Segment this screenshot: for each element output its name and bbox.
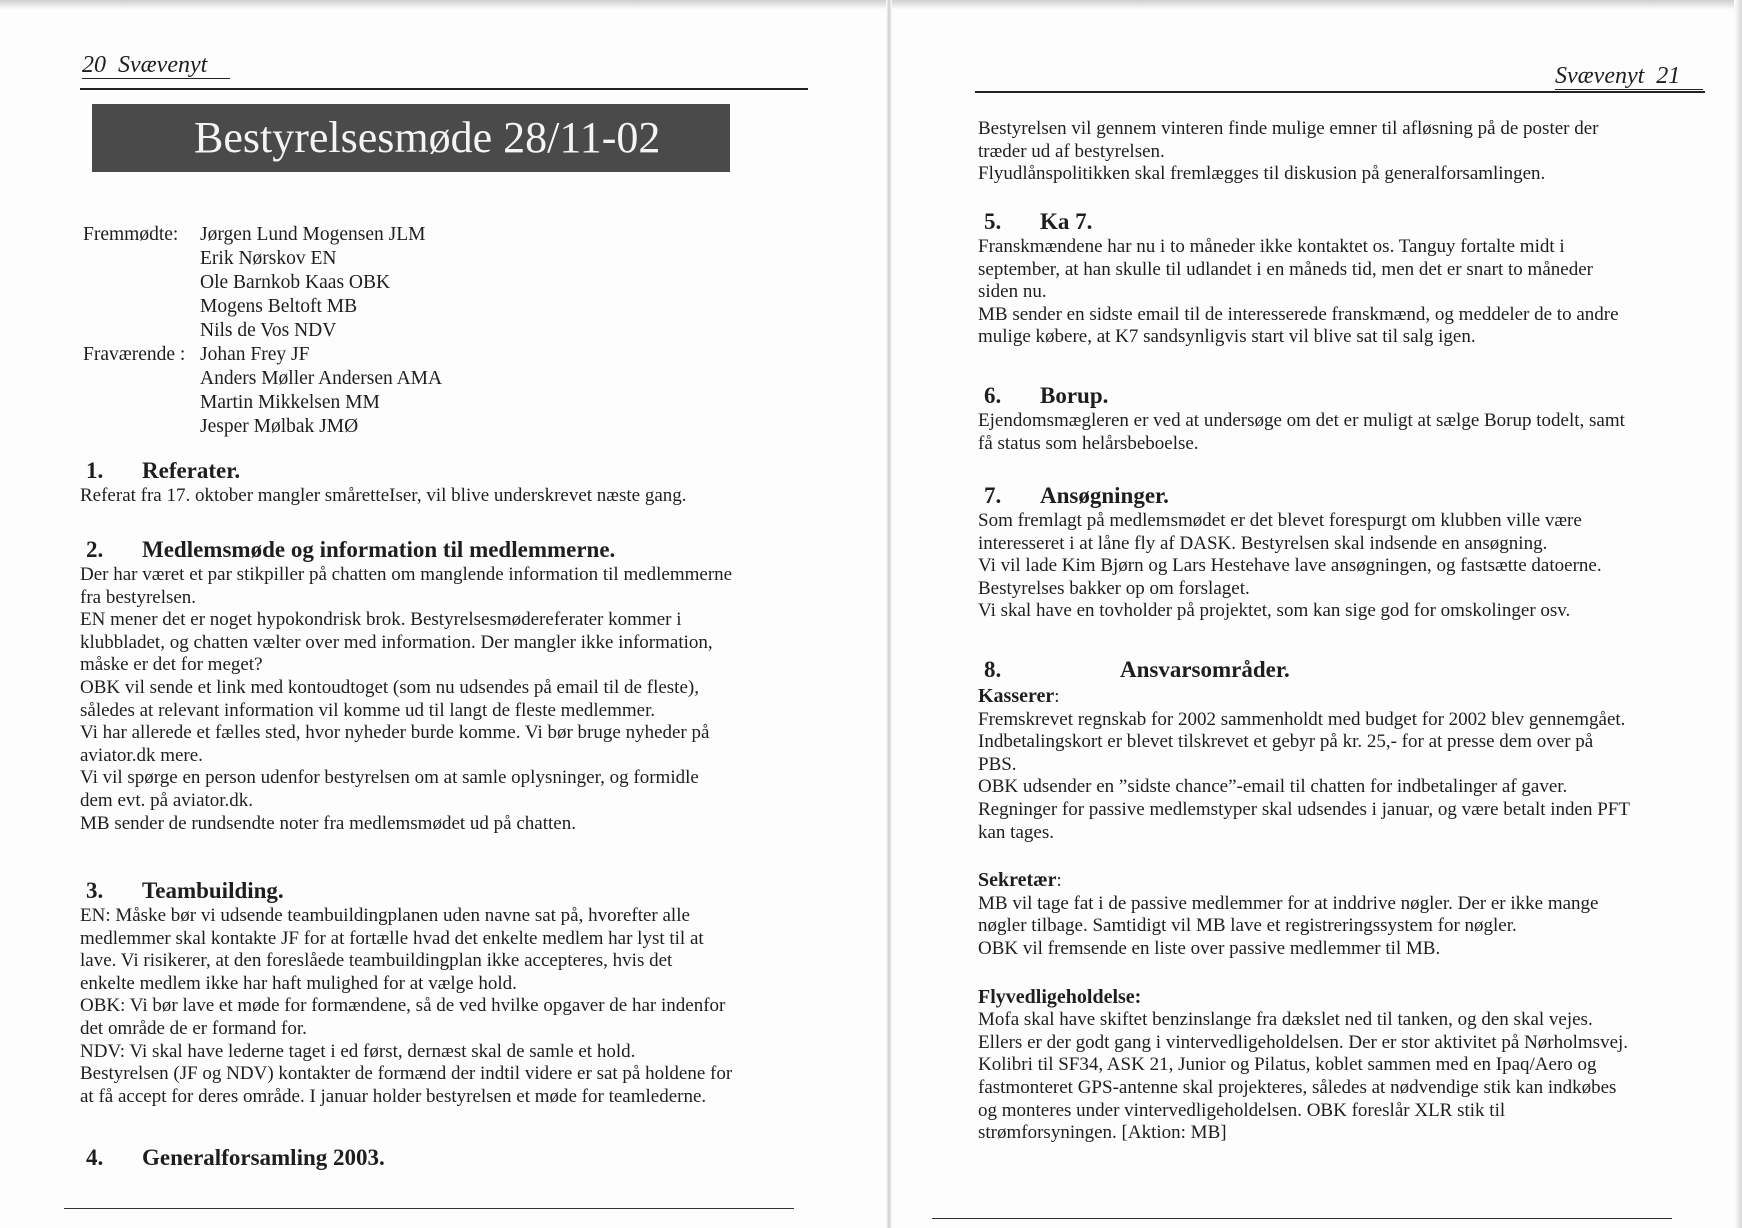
body-line: Vi vil lade Kim Bjørn og Lars Hestehave lave ansøgningen, og fastsætte datoerne. bbox=[978, 555, 1602, 577]
body-line: Franskmændene har nu i to måneder ikke kontaktet os. Tanguy fortalte midt i bbox=[978, 236, 1565, 257]
body-line: Vi vil spørge en person udenfor bestyrelsen om at samle oplysninger, og formidle bbox=[80, 767, 699, 789]
body-line: OBK vil sende et link med kontoudtoget (som nu udsendes på email til de fleste), bbox=[80, 676, 699, 698]
section-title: Teambuilding. bbox=[142, 878, 284, 903]
body-line: Vi har allerede et fælles sted, hvor nyheder burde komme. Vi bør bruge nyheder på bbox=[80, 722, 710, 744]
right-running-head-underline bbox=[1555, 89, 1703, 90]
body-line: Referat fra 17. oktober mangler småretteIser, vil blive underskrevet næste gang. bbox=[80, 485, 687, 506]
absent-row bbox=[83, 367, 442, 391]
body-line: MB vil tage fat i de passive medlemmer for at inddrive nøgler. Der er ikke mange bbox=[978, 892, 1599, 914]
section-teambuilding bbox=[80, 877, 800, 1108]
body-line: Kolibri til SF34, ASK 21, Junior og Pilatus, koblet sammen med en Ipaq/Aero og bbox=[978, 1054, 1597, 1076]
section-number: 1. bbox=[86, 458, 104, 483]
body-line: aviator.dk mere. bbox=[80, 744, 203, 766]
section-heading bbox=[978, 656, 1690, 684]
absent-row bbox=[83, 415, 442, 439]
body-line: Flyudlånspolitikken skal fremlægges til diskusion på generalforsamlingen. bbox=[978, 163, 1546, 185]
subsection-title: Sekretær bbox=[978, 869, 1057, 892]
section-title: Referater. bbox=[142, 458, 241, 483]
section-heading bbox=[978, 208, 1690, 236]
body-line: lave. Vi risikerer, at den foreslåede teambuildingplan ikke accepteres, hvis det bbox=[80, 950, 673, 972]
body-line: PBS. bbox=[978, 753, 1017, 775]
body-line: få status som helårsbeboelse. bbox=[978, 432, 1199, 454]
body-line: Bestyrelses bakker op om forslaget. bbox=[978, 577, 1250, 599]
attendance-list bbox=[83, 223, 442, 439]
scan-top-edge bbox=[0, 0, 1742, 10]
body-line: Bestyrelsen (JF og NDV) kontakter de formænd der indtil videre er sat på holdene for bbox=[80, 1063, 733, 1085]
meeting-title: Bestyrelsesmøde 28/11-02 bbox=[194, 113, 661, 162]
body-line: interesseret i at låne fly af DASK. Bestyrelsen skal indsende en ansøgning. bbox=[978, 532, 1548, 554]
body-line: siden nu. bbox=[978, 281, 1047, 303]
absent-name: Johan Frey JF bbox=[200, 344, 310, 365]
present-label: Fremmødte: bbox=[83, 224, 179, 245]
left-header-rule bbox=[80, 88, 808, 90]
section-title: Medlemsmøde og information til medlemmerne. bbox=[142, 537, 616, 562]
section-title: Ka 7. bbox=[1040, 209, 1093, 234]
body-line: OBK vil fremsende en liste over passive medlemmer til MB. bbox=[978, 937, 1441, 959]
body-line: Vi skal have en tovholder på projektet, som kan sige god for omskolinger osv. bbox=[978, 600, 1571, 622]
section-ansvarsomraader bbox=[978, 656, 1690, 1145]
body-line: OBK udsender en ”sidste chance”-email til chatten for indbetalinger af gaver. bbox=[978, 776, 1568, 798]
section-heading bbox=[80, 877, 800, 905]
section-borup bbox=[978, 382, 1690, 455]
subsection-sekretaer bbox=[978, 868, 1690, 960]
section-number: 5. bbox=[984, 209, 1002, 234]
section-ka7 bbox=[978, 208, 1690, 349]
body-line: træder ud af bestyrelsen. bbox=[978, 140, 1165, 162]
section-title: Ansvarsområder. bbox=[1120, 657, 1290, 682]
subsection-kasserer bbox=[978, 684, 1690, 844]
present-row bbox=[83, 319, 442, 343]
body-line: Indbetalingskort er blevet tilskrevet et gebyr på kr. 25,- for at presse dem over på bbox=[978, 731, 1594, 753]
absent-name: Anders Møller Andersen AMA bbox=[200, 368, 443, 389]
body-line: mulige købere, at K7 sandsynligvis start vil blive sat til salg igen. bbox=[978, 326, 1476, 348]
body-line: medlemmer skal kontakte JF for at fortælle hvad det enkelte medlem har lyst til at bbox=[80, 927, 704, 949]
absent-name: Jesper Mølbak JMØ bbox=[200, 416, 359, 437]
present-name: Ole Barnkob Kaas OBK bbox=[200, 272, 391, 293]
section-heading bbox=[978, 382, 1690, 410]
section-generalforsamling bbox=[80, 1144, 800, 1172]
present-name: Nils de Vos NDV bbox=[200, 320, 337, 341]
subsection-colon: : bbox=[1056, 870, 1062, 892]
body-line: OBK: Vi bør lave et møde for formændene, så de ved hvilke opgaver de har indenfor bbox=[80, 995, 726, 1017]
body-line: Bestyrelsen vil gennem vinteren finde mulige emner til afløsning på de poster der bbox=[978, 118, 1599, 139]
absent-row bbox=[83, 343, 442, 367]
body-line: fra bestyrelsen. bbox=[80, 586, 197, 608]
present-row bbox=[83, 295, 442, 319]
left-running-head-underline bbox=[82, 78, 230, 79]
body-line: Der har været et par stikpiller på chatten om manglende information til medlemmerne bbox=[80, 564, 733, 585]
body-line: det område de er formand for. bbox=[80, 1017, 307, 1039]
section-number: 8. bbox=[984, 657, 1002, 682]
section-referater bbox=[80, 457, 800, 508]
left-running-head bbox=[82, 52, 207, 79]
body-line: nøgler tilbage. Samtidigt vil MB lave et registreringssystem for nøgler. bbox=[978, 915, 1517, 937]
body-line: Regninger for passive medlemstyper skal udsendes i januar, og være betalt inden PFT bbox=[978, 798, 1630, 820]
subsection-colon: : bbox=[1134, 985, 1142, 1008]
subsection-title: Kasserer bbox=[978, 685, 1055, 707]
present-name: Mogens Beltoft MB bbox=[200, 296, 358, 317]
left-running-title: Svævenyt bbox=[118, 52, 208, 78]
body-line: Ejendomsmægleren er ved at undersøge om det er muligt at sælge Borup todelt, samt bbox=[978, 410, 1625, 431]
absent-row bbox=[83, 391, 442, 415]
body-line: Fremskrevet regnskab for 2002 sammenholdt med budget for 2002 blev gennemgået. bbox=[978, 708, 1626, 730]
body-line: enkelte medlem ikke har haft mulighed for at vælge hold. bbox=[80, 972, 517, 994]
section-title: Ansøgninger. bbox=[1040, 483, 1169, 508]
right-running-head bbox=[1555, 63, 1680, 90]
present-row bbox=[83, 271, 442, 295]
body-line: EN: Måske bør vi udsende teambuildingplanen uden navne sat på, hvorefter alle bbox=[80, 905, 690, 926]
present-name: Jørgen Lund Mogensen JLM bbox=[200, 224, 426, 245]
present-row bbox=[83, 247, 442, 271]
left-page-number: 20 bbox=[82, 52, 106, 78]
section-heading bbox=[80, 536, 800, 564]
section-title: Generalforsamling 2003. bbox=[142, 1145, 385, 1170]
body-line: at få accept for deres område. I januar holder bestyrelsen et møde for teamlederne. bbox=[80, 1085, 707, 1107]
present-row bbox=[83, 223, 442, 247]
right-running-title: Svævenyt bbox=[1555, 63, 1645, 89]
body-line: Som fremlagt på medlemsmødet er det blevet forespurgt om klubben ville være bbox=[978, 510, 1582, 531]
body-line: og monteres under vintervedligeholdelsen. OBK foreslår XLR stik til bbox=[978, 1099, 1506, 1121]
absent-label: Fraværende : bbox=[83, 344, 186, 365]
scan-right-edge bbox=[1734, 0, 1742, 1228]
subsection-flyvedligeholdelse bbox=[978, 985, 1690, 1145]
section-number: 4. bbox=[86, 1145, 104, 1170]
body-line: måske er det for meget? bbox=[80, 654, 263, 676]
body-line: EN mener det er noget hypokondrisk brok. Bestyrelsesmødereferater kommer i bbox=[80, 609, 682, 631]
section-medlemsmoede bbox=[80, 536, 800, 835]
right-footer-rule bbox=[932, 1218, 1672, 1219]
absent-name: Martin Mikkelsen MM bbox=[200, 392, 380, 413]
meeting-title-banner bbox=[92, 104, 730, 172]
body-line: Mofa skal have skiftet benzinslange fra dækslet ned til tanken, og den skal vejes. bbox=[978, 1009, 1593, 1031]
body-line: klubbladet, og chatten vælter over med information. Der mangler ikke information, bbox=[80, 631, 713, 653]
section-number: 2. bbox=[86, 537, 104, 562]
body-line: dem evt. på aviator.dk. bbox=[80, 789, 254, 811]
section-number: 3. bbox=[86, 878, 104, 903]
section-title: Borup. bbox=[1040, 383, 1109, 408]
body-line: MB sender en sidste email til de interesserede franskmænd, og meddeler de to andre bbox=[978, 303, 1619, 325]
page-spine bbox=[886, 0, 892, 1228]
section-heading bbox=[80, 1144, 800, 1172]
body-line: fastmonteret GPS-antenne skal projekteres, således at nødvendige stik kan indkøbes bbox=[978, 1076, 1617, 1098]
right-header-rule bbox=[975, 91, 1705, 93]
section-heading bbox=[978, 482, 1690, 510]
present-name: Erik Nørskov EN bbox=[200, 248, 337, 269]
section-number: 7. bbox=[984, 483, 1002, 508]
subsection-colon: : bbox=[1054, 686, 1060, 707]
section-heading bbox=[80, 457, 800, 485]
section-number: 6. bbox=[984, 383, 1002, 408]
body-line: strømforsyningen. [Aktion: MB] bbox=[978, 1122, 1227, 1144]
body-line: således at relevant information vil komme ud til langt de fleste medlemmer. bbox=[80, 699, 656, 721]
body-line: september, at han skulle til udlandet i en måneds tid, men det er snart to måneder bbox=[978, 258, 1593, 280]
left-footer-rule bbox=[64, 1208, 794, 1209]
subsection-title: Flyvedligeholdelse bbox=[978, 985, 1135, 1008]
body-line: MB sender de rundsendte noter fra medlemsmødet ud på chatten. bbox=[80, 812, 576, 834]
body-line: Ellers er der godt gang i vintervedligeholdelsen. Der er stor aktivitet på Nørholmsvej. bbox=[978, 1031, 1629, 1053]
right-page-number: 21 bbox=[1656, 63, 1681, 89]
body-line: kan tages. bbox=[978, 821, 1054, 843]
body-line: NDV: Vi skal have lederne taget i ed først, dernæst skal de samle et hold. bbox=[80, 1040, 636, 1062]
section-ansoegninger bbox=[978, 482, 1690, 623]
generalforsamling-continued bbox=[978, 118, 1690, 186]
